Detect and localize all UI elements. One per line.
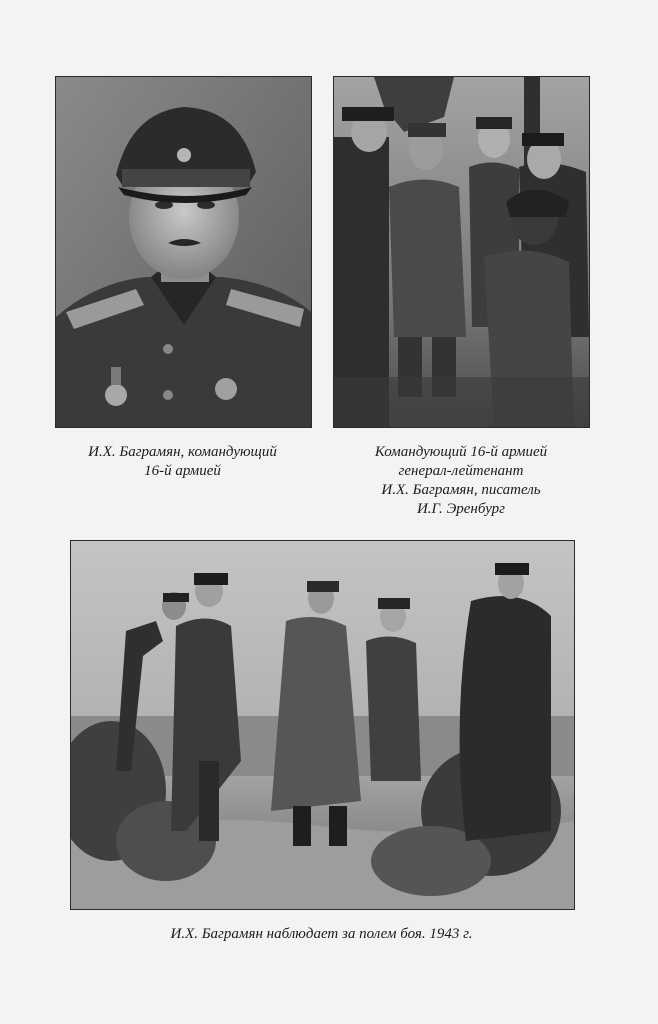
portrait-caption-line-2: 16-й армией: [144, 463, 221, 479]
group-caption: [330, 443, 592, 519]
field-photo-image: [71, 541, 574, 909]
portrait-caption-line-1: И.Х. Баграмян, командующий: [88, 444, 277, 460]
group-photo-image: [334, 77, 589, 427]
portrait-photo-image: [56, 77, 311, 427]
group-caption-line-4: И.Г. Эренбург: [416, 501, 506, 517]
group-caption-line-3: И.Х. Баграмян, писатель: [381, 482, 541, 498]
field-caption-line-1: И.Х. Баграмян наблюдает за полем боя. 1943 г.: [170, 926, 473, 942]
field-photo: [70, 540, 575, 910]
field-caption: [60, 925, 583, 944]
group-caption-line-2: генерал-лейтенант: [398, 463, 524, 479]
group-caption-line-1: Командующий 16-й армией: [374, 444, 548, 460]
portrait-caption: [45, 443, 320, 481]
group-photo: [333, 76, 590, 428]
portrait-photo: [55, 76, 312, 428]
